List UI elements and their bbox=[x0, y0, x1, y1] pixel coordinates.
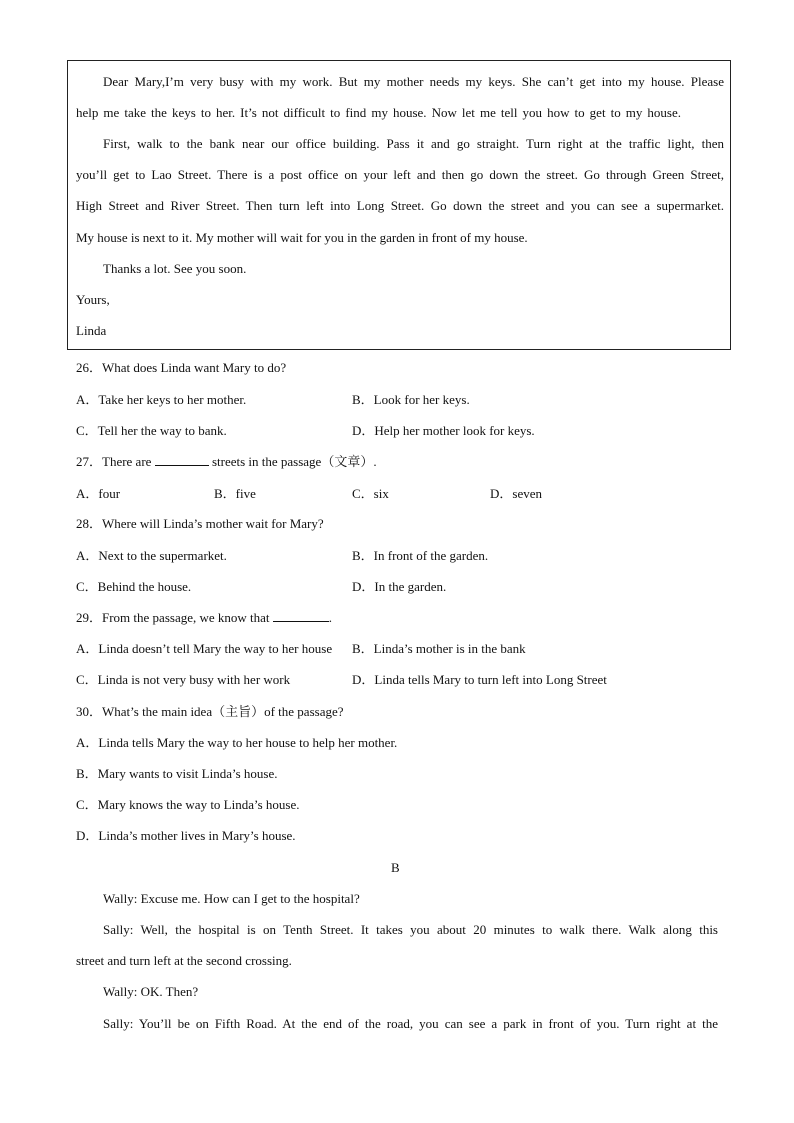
question-30-option-b[interactable]: B．Mary wants to visit Linda’s house. bbox=[76, 766, 278, 781]
letter-paragraph-2-line-2: you’ll get to Lao Street. There is a post office on your left and then go down the street. Go through Green Street, bbox=[76, 167, 724, 182]
dialogue-line-2-part-2: street and turn left at the second crossing. bbox=[76, 953, 292, 968]
question-26-stem: 26．What does Linda want Mary to do? bbox=[76, 360, 287, 375]
question-28-option-d[interactable]: D．In the garden. bbox=[352, 579, 447, 594]
letter-paragraph-3: Thanks a lot. See you soon. bbox=[103, 261, 247, 276]
question-27-stem-start: 27．There are bbox=[76, 454, 152, 469]
question-28-stem: 28．Where will Linda’s mother wait for Mary? bbox=[76, 516, 324, 531]
dialogue-line-3: Wally: OK. Then? bbox=[103, 984, 199, 999]
letter-closing: Yours, bbox=[76, 292, 110, 307]
question-29-option-c[interactable]: C．Linda is not very busy with her work bbox=[76, 672, 291, 687]
question-29-option-a[interactable]: A．Linda doesn’t tell Mary the way to her house bbox=[76, 641, 333, 656]
letter-paragraph-2-line-3: High Street and River Street. Then turn left into Long Street. Go down the street and you can see a supermarket. bbox=[76, 198, 724, 213]
question-30-option-c[interactable]: C．Mary knows the way to Linda’s house. bbox=[76, 797, 300, 812]
question-27-option-c[interactable]: C．six bbox=[352, 486, 389, 501]
question-29-option-b[interactable]: B．Linda’s mother is in the bank bbox=[352, 641, 526, 656]
question-29-answer-blank bbox=[273, 610, 329, 622]
dialogue-line-2-part-1: Sally: Well, the hospital is on Tenth Street. It takes you about 20 minutes to walk there. Walk along this bbox=[103, 922, 718, 937]
question-29-stem bbox=[76, 610, 332, 626]
question-27-option-b[interactable]: B．five bbox=[214, 486, 256, 501]
question-28-option-a[interactable]: A．Next to the supermarket. bbox=[76, 548, 227, 563]
section-b-heading: B bbox=[391, 860, 400, 875]
question-28-option-b[interactable]: B．In front of the garden. bbox=[352, 548, 489, 563]
question-27-stem-end: streets in the passage（文章）. bbox=[211, 454, 377, 469]
letter-paragraph-1-line-1: Dear Mary,I’m very busy with my work. But my mother needs my keys. She can’t get into my house. Please bbox=[103, 74, 724, 89]
question-26-option-b[interactable]: B．Look for her keys. bbox=[352, 392, 470, 407]
question-27-answer-blank bbox=[155, 454, 209, 466]
question-27-option-a[interactable]: A．four bbox=[76, 486, 121, 501]
question-27-option-d[interactable]: D．seven bbox=[490, 486, 542, 501]
question-30-stem: 30．What’s the main idea（主旨）of the passage? bbox=[76, 704, 344, 719]
question-30-option-a[interactable]: A．Linda tells Mary the way to her house to help her mother. bbox=[76, 735, 398, 750]
letter-paragraph-1-line-2: help me take the keys to her. It’s not difficult to find my house. Now let me tell you how to get to my house. bbox=[76, 105, 681, 120]
question-29-stem-start: 29．From the passage, we know that bbox=[76, 610, 270, 625]
dialogue-line-4: Sally: You’ll be on Fifth Road. At the end of the road, you can see a park in front of you. Turn right at the bbox=[103, 1016, 718, 1031]
question-29-stem-end: . bbox=[328, 610, 333, 625]
question-28-option-c[interactable]: C．Behind the house. bbox=[76, 579, 192, 594]
question-26-option-a[interactable]: A．Take her keys to her mother. bbox=[76, 392, 247, 407]
question-26-option-c[interactable]: C．Tell her the way to bank. bbox=[76, 423, 227, 438]
question-27-stem bbox=[76, 454, 377, 470]
letter-paragraph-2-line-1: First, walk to the bank near our office building. Pass it and go straight. Turn right at the traffic light, then bbox=[103, 136, 724, 151]
dialogue-line-1: Wally: Excuse me. How can I get to the hospital? bbox=[103, 891, 360, 906]
letter-signature: Linda bbox=[76, 323, 107, 338]
letter-paragraph-2-line-4: My house is next to it. My mother will wait for you in the garden in front of my house. bbox=[76, 230, 528, 245]
question-29-option-d[interactable]: D．Linda tells Mary to turn left into Long Street bbox=[352, 672, 607, 687]
question-26-option-d[interactable]: D．Help her mother look for keys. bbox=[352, 423, 535, 438]
question-30-option-d[interactable]: D．Linda’s mother lives in Mary’s house. bbox=[76, 828, 296, 843]
